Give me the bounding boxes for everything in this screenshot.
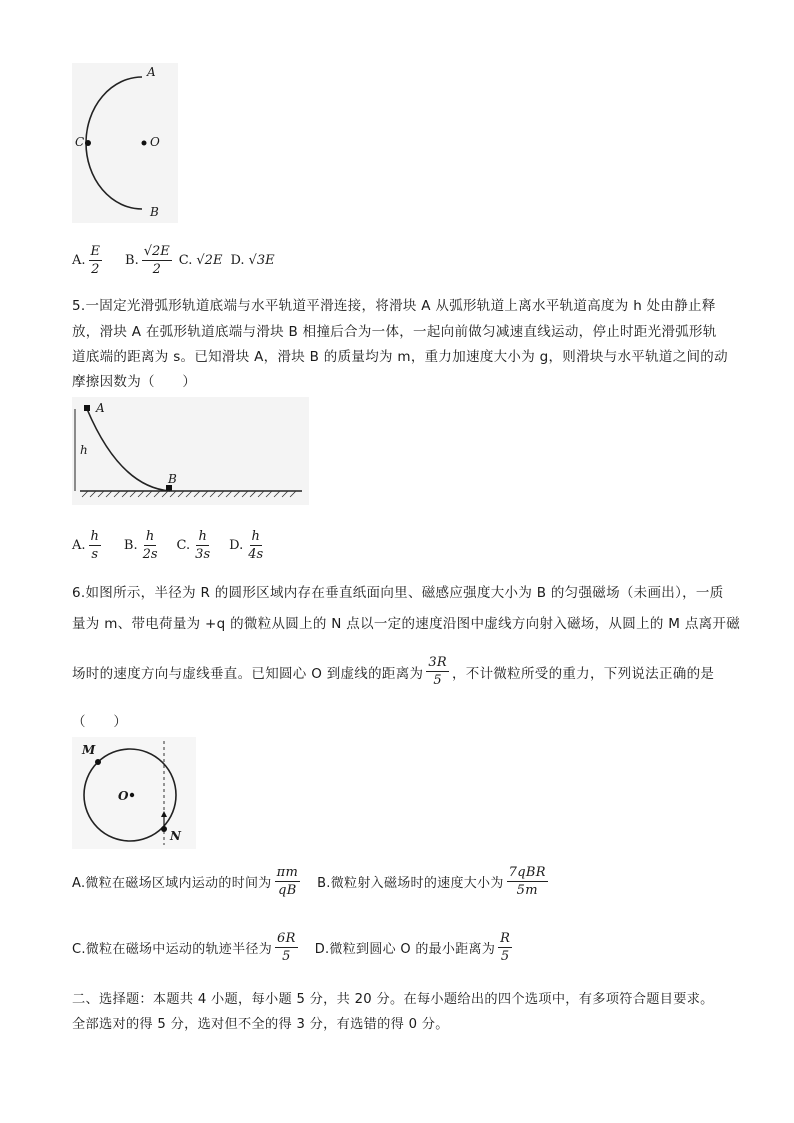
q6-option-b-text: B.微粒射入磁场时的速度大小为 [317, 876, 504, 891]
q6-options-row-1 [72, 864, 551, 899]
q5-line-2: 放，滑块 A 在弧形轨道底端与滑块 B 相撞后合为一体，一起向前做匀减速直线运动，停止时距光滑弧形轨 [72, 324, 717, 340]
q6-line-3-post: ，不计微粒所受的重力，下列说法正确的是 [451, 665, 715, 682]
q5-option-a-letter: A. [72, 537, 86, 553]
q4-option-a-den: 2 [91, 261, 100, 277]
q6-option-c-text: C.微粒在磁场中运动的轨迹半径为 [72, 942, 273, 957]
q4-label-c: C [75, 135, 85, 149]
q6-option-a-den: qB [278, 883, 297, 898]
q4-label-o: O [150, 135, 160, 149]
q5-options [72, 525, 268, 565]
q4-arc-diagram [72, 63, 178, 223]
q5-track-diagram [72, 397, 309, 505]
q5-curved-track [87, 409, 170, 491]
q5-label-a: A [96, 401, 105, 415]
q6-option-a-num: πm [276, 865, 299, 880]
q6-option-d-den: 5 [500, 949, 510, 964]
q4-label-b: B [150, 205, 159, 219]
q5-option-c-den: 3s [195, 546, 211, 562]
q5-option-d-den: 4s [248, 546, 264, 562]
q6-option-b-num: 7qBR [508, 865, 546, 880]
q6-option-d-fraction [498, 930, 512, 965]
q6-line-3 [72, 654, 714, 689]
q6-point-o [130, 793, 134, 797]
q6-option-a-fraction [275, 864, 300, 899]
q5-option-b-fraction [141, 528, 160, 563]
q6-line-2: 量为 m、带电荷量为 +q 的微粒从圆上的 N 点以一定的速度沿图中虚线方向射入磁场，从圆上的 M 点离开磁 [72, 616, 741, 632]
q4-option-c-letter: C. [178, 252, 193, 268]
q4-label-a: A [147, 65, 156, 79]
q4-option-b-letter: B. [125, 252, 139, 268]
q5-line-4: 摩擦因数为（ ） [72, 374, 197, 390]
q4-point-c [85, 140, 91, 146]
q5-option-d-fraction [246, 528, 265, 563]
q4-option-a-letter: A. [72, 252, 86, 268]
q6-line-4: （ ） [72, 714, 128, 730]
q5-line-3: 道底端的距离为 s。已知滑块 A，滑块 B 的质量均为 m，重力加速度大小为 g，则滑块与水平轨道之间的动 [72, 349, 728, 365]
q6-point-m [95, 759, 101, 765]
q4-option-c-value: √2E [196, 252, 223, 268]
q5-label-h: h [80, 443, 88, 457]
q4-option-d-value: √3E [248, 252, 275, 268]
q6-option-a-text: A.微粒在磁场区域内运动的时间为 [72, 876, 272, 891]
q4-option-a-fraction [89, 243, 103, 278]
q6-figure [72, 737, 196, 849]
section-2-line-2: 全部选对的得 5 分，选对但不全的得 3 分，有选错的得 0 分。 [72, 1017, 449, 1032]
q4-option-b-num: √2E [143, 243, 170, 259]
q4-option-a-num: E [90, 243, 101, 259]
q4-point-o [142, 141, 147, 146]
q5-option-a-fraction [89, 528, 101, 563]
q4-option-b-den: 2 [152, 261, 161, 277]
q6-option-c-num: 6R [277, 931, 296, 946]
q6-option-d-text: D.微粒到圆心 O 的最小距离为 [314, 942, 496, 957]
q6-line-3-pre: 场时的速度方向与虚线垂直。已知圆心 O 到虚线的距离为 [72, 665, 424, 682]
q6-option-b-den: 5m [516, 883, 538, 898]
q5-label-b: B [168, 472, 177, 486]
q6-label-n: N [170, 829, 181, 843]
q6-options-row-2 [72, 930, 515, 965]
q5-option-c-fraction [193, 528, 212, 563]
q4-option-d-letter: D. [230, 252, 245, 268]
q5-option-a-den: s [91, 546, 99, 562]
q4-options [72, 240, 275, 280]
q5-option-d-letter: D. [229, 537, 244, 553]
q5-block-a [84, 405, 90, 411]
section-2-line-1: 二、选择题：本题共 4 小题，每小题 5 分，共 20 分。在每小题给出的四个选项中，有多项符合题目要求。 [72, 992, 714, 1007]
q5-option-b-letter: B. [123, 537, 138, 553]
q5-option-c-num: h [198, 528, 207, 544]
q6-arrow-head [161, 811, 167, 817]
q5-option-b-num: h [145, 528, 155, 544]
q6-line-1: 6.如图所示，半径为 R 的圆形区域内存在垂直纸面向里、磁感应强度大小为 B 的匀强磁场（未画出），一质 [72, 585, 724, 601]
q6-option-b-fraction [507, 864, 548, 899]
q5-option-d-num: h [251, 528, 260, 544]
q4-figure [72, 63, 178, 223]
q4-arc [86, 77, 142, 209]
q6-label-o: O [118, 789, 129, 803]
q4-option-b-fraction [142, 243, 172, 278]
q5-line-1: 5.一固定光滑弧形轨道底端与水平轨道平滑连接，将滑块 A 从弧形轨道上离水平轨道高度为 h 处由静止释 [72, 298, 716, 314]
q6-option-d-num: R [500, 931, 511, 946]
q5-option-c-letter: C. [176, 537, 191, 553]
q6-distance-fraction [426, 654, 449, 689]
q5-figure [72, 397, 309, 505]
q6-distance-den: 5 [433, 673, 442, 688]
q6-label-m: M [82, 743, 96, 757]
q6-distance-num: 3R [428, 655, 447, 670]
q5-option-a-num: h [90, 528, 99, 544]
q6-option-c-fraction [275, 930, 298, 965]
q5-ground-hatch [82, 491, 296, 497]
q6-option-c-den: 5 [282, 949, 291, 964]
q5-option-b-den: 2s [142, 546, 158, 562]
